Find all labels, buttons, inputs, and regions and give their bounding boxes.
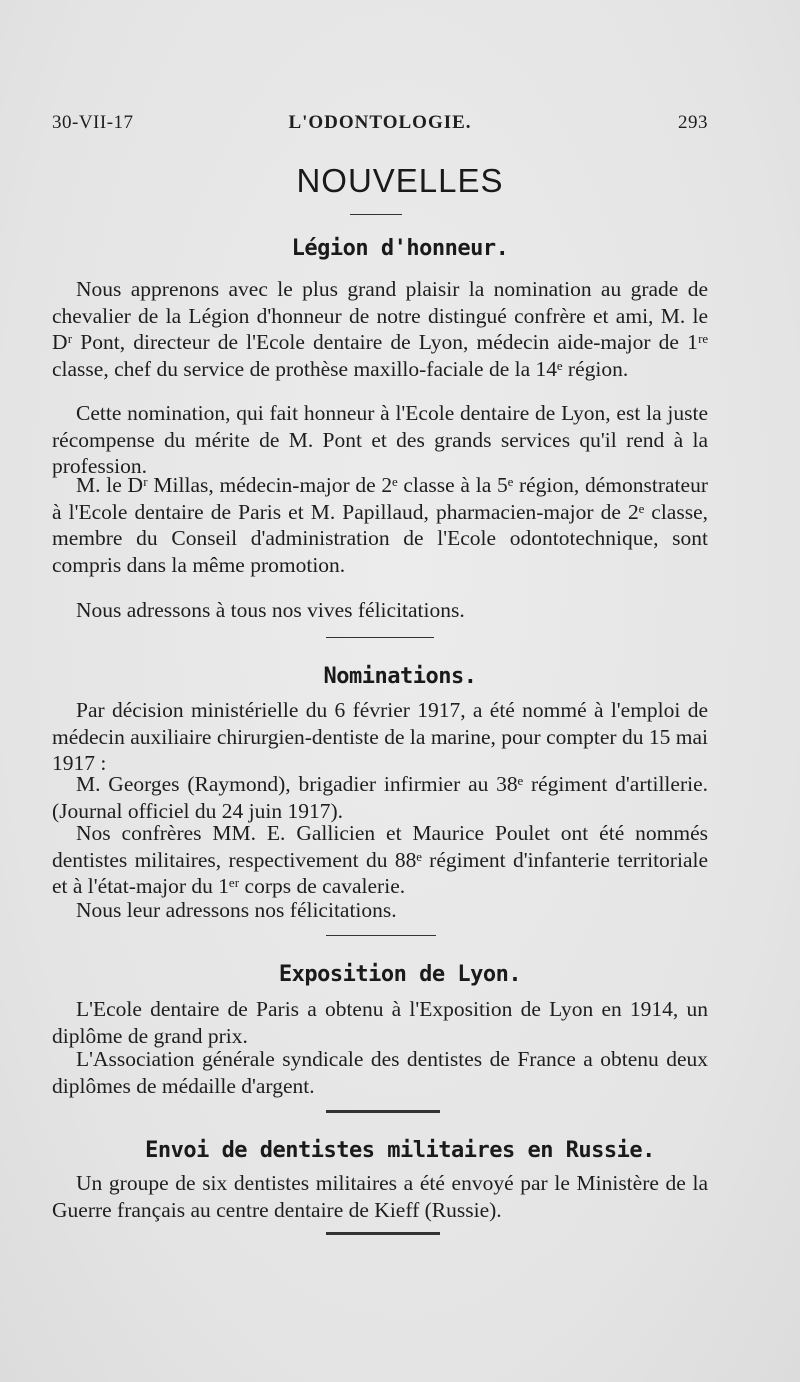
section-divider	[326, 935, 436, 936]
title-rule	[350, 214, 402, 215]
section-heading-nominations: Nominations.	[323, 664, 477, 689]
paragraph: L'Association générale syndicale des dentistes de France a obtenu deux diplômes de médaille d'argent.	[52, 1047, 708, 1098]
section-divider	[326, 1110, 440, 1113]
paragraph: L'Ecole dentaire de Paris a obtenu à l'Exposition de Lyon en 1914, un diplôme de grand prix.	[52, 997, 708, 1048]
page-number: 293	[678, 112, 708, 133]
paragraph: Nous adressons à tous nos vives félicitations.	[76, 598, 465, 622]
section-heading-russie: Envoi de dentistes militaires en Russie.	[145, 1138, 655, 1163]
paragraph: Nous apprenons avec le plus grand plaisir la nomination au grade de chevalier de la Légion d'honneur de notre distingué confrère et ami, M. le Dʳ Pont, directeur de l'Ecole dentaire de Lyon, médecin aide-major de 1ʳᵉ classe, chef du service de prothèse maxillo-faciale de la 14ᵉ région.	[52, 277, 708, 381]
paragraph: M. le Dʳ Millas, médecin-major de 2ᵉ classe à la 5ᵉ région, démonstrateur à l'Ecole dentaire de Paris et M. Papillaud, pharmacien-major de 2ᵉ classe, membre du Conseil d'administration de l'Ecole odontotechnique, sont compris dans la même promotion.	[52, 473, 708, 577]
journal-name: L'ODONTOLOGIE.	[288, 112, 472, 133]
issue-date: 30-VII-17	[52, 112, 134, 133]
section-heading-legion: Légion d'honneur.	[291, 236, 509, 261]
paragraph: Par décision ministérielle du 6 février 1917, a été nommé à l'emploi de médecin auxiliaire chirurgien-dentiste de la marine, pour compter du 15 mai 1917 :	[52, 698, 708, 775]
end-rule	[326, 1232, 440, 1235]
paragraph: Nos confrères MM. E. Gallicien et Maurice Poulet ont été nommés dentistes militaires, respectivement du 88ᵉ régiment d'infanterie territoriale et à l'état-major du 1ᵉʳ corps de cavalerie.	[52, 821, 708, 898]
paragraph: M. Georges (Raymond), brigadier infirmier au 38ᵉ régiment d'artillerie. (Journal officiel du 24 juin 1917).	[52, 772, 708, 823]
paragraph: Un groupe de six dentistes militaires a été envoyé par le Ministère de la Guerre français au centre dentaire de Kieff (Russie).	[52, 1171, 708, 1222]
page-title: NOUVELLES	[296, 162, 504, 199]
paragraph: Nous leur adressons nos félicitations.	[76, 898, 397, 922]
paragraph: Cette nomination, qui fait honneur à l'Ecole dentaire de Lyon, est la juste récompense du mérite de M. Pont et des grands services qu'il rend à la profession.	[52, 401, 708, 478]
section-heading-exposition: Exposition de Lyon.	[278, 962, 522, 987]
section-divider	[326, 637, 434, 638]
running-head	[52, 112, 708, 140]
